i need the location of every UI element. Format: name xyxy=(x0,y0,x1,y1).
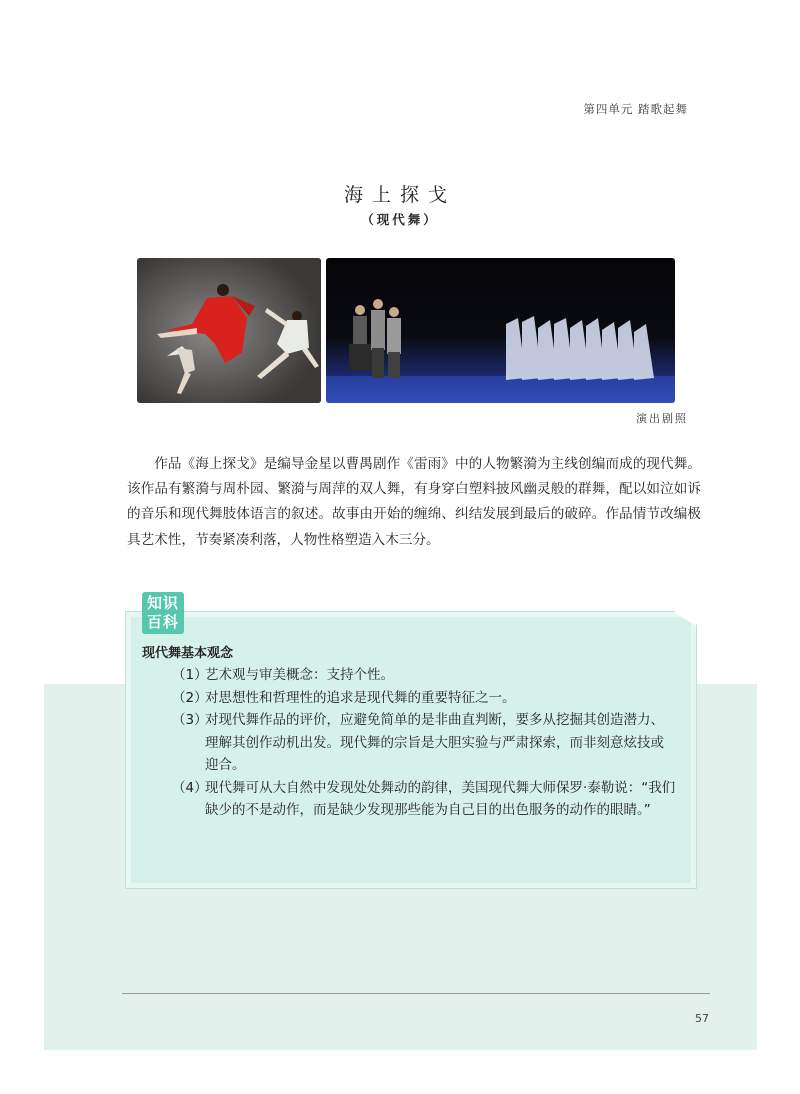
list-item-text: 对现代舞作品的评价，应避免简单的是非曲直判断，要多从挖掘其创造潜力、理解其创作动机出发。现代舞的宗旨是大胆实验与严肃探索，而非刻意炫技或迎合。 xyxy=(205,712,664,773)
list-item xyxy=(172,664,677,687)
list-item xyxy=(172,709,677,777)
intro-paragraph: 作品《海上探戈》是编导金星以曹禺剧作《雷雨》中的人物繁漪为主线创编而成的现代舞。该作品有繁漪与周朴园、繁漪与周萍的双人舞，有身穿白塑料披风幽灵般的群舞，配以如泣如诉的音乐和现代舞肢体语言的叙述。故事由开始的缠绵、纠结发展到最后的破碎。作品情节改编极具艺术性，节奏紧凑利落，人物性格塑造入木三分。 xyxy=(127,456,701,548)
list-item xyxy=(172,777,677,822)
knowledge-heading: 现代舞基本观念 xyxy=(142,646,234,661)
page-number: 57 xyxy=(695,1012,709,1025)
list-item-text: 现代舞可从大自然中发现处处舞动的韵律，美国现代舞大师保罗·泰勒说：“我们缺少的不是动作，而是缺少发现那些能为自己目的出色服务的动作的眼睛。” xyxy=(205,779,676,818)
list-item-number: （3） xyxy=(172,712,208,728)
page-title: 海上探戈 xyxy=(343,184,456,206)
performance-photo-group xyxy=(326,258,675,403)
duet-dancers-illustration xyxy=(137,258,321,403)
knowledge-list xyxy=(172,664,677,822)
knowledge-badge xyxy=(142,592,184,634)
list-item-text: 对思想性和哲理性的追求是现代舞的重要特征之一。 xyxy=(205,689,516,706)
list-item-text: 艺术观与审美概念：支持个性。 xyxy=(205,667,394,683)
list-item xyxy=(172,687,677,710)
unit-header: 第四单元 踏歌起舞 xyxy=(583,102,688,116)
ghost-group-figures xyxy=(506,316,654,380)
standing-men-figures xyxy=(349,299,401,378)
photo-caption: 演出剧照 xyxy=(636,412,688,425)
page-subtitle: （现代舞） xyxy=(361,212,439,227)
list-item-number: （2） xyxy=(172,689,208,706)
performance-photo-duet xyxy=(137,258,321,403)
footer-divider xyxy=(122,993,710,994)
badge-line-1: 知识 xyxy=(146,594,179,612)
group-dancers-illustration xyxy=(326,258,675,403)
badge-line-2: 百科 xyxy=(146,613,179,631)
list-item-number: （1） xyxy=(172,667,208,683)
list-item-number: （4） xyxy=(172,779,208,796)
